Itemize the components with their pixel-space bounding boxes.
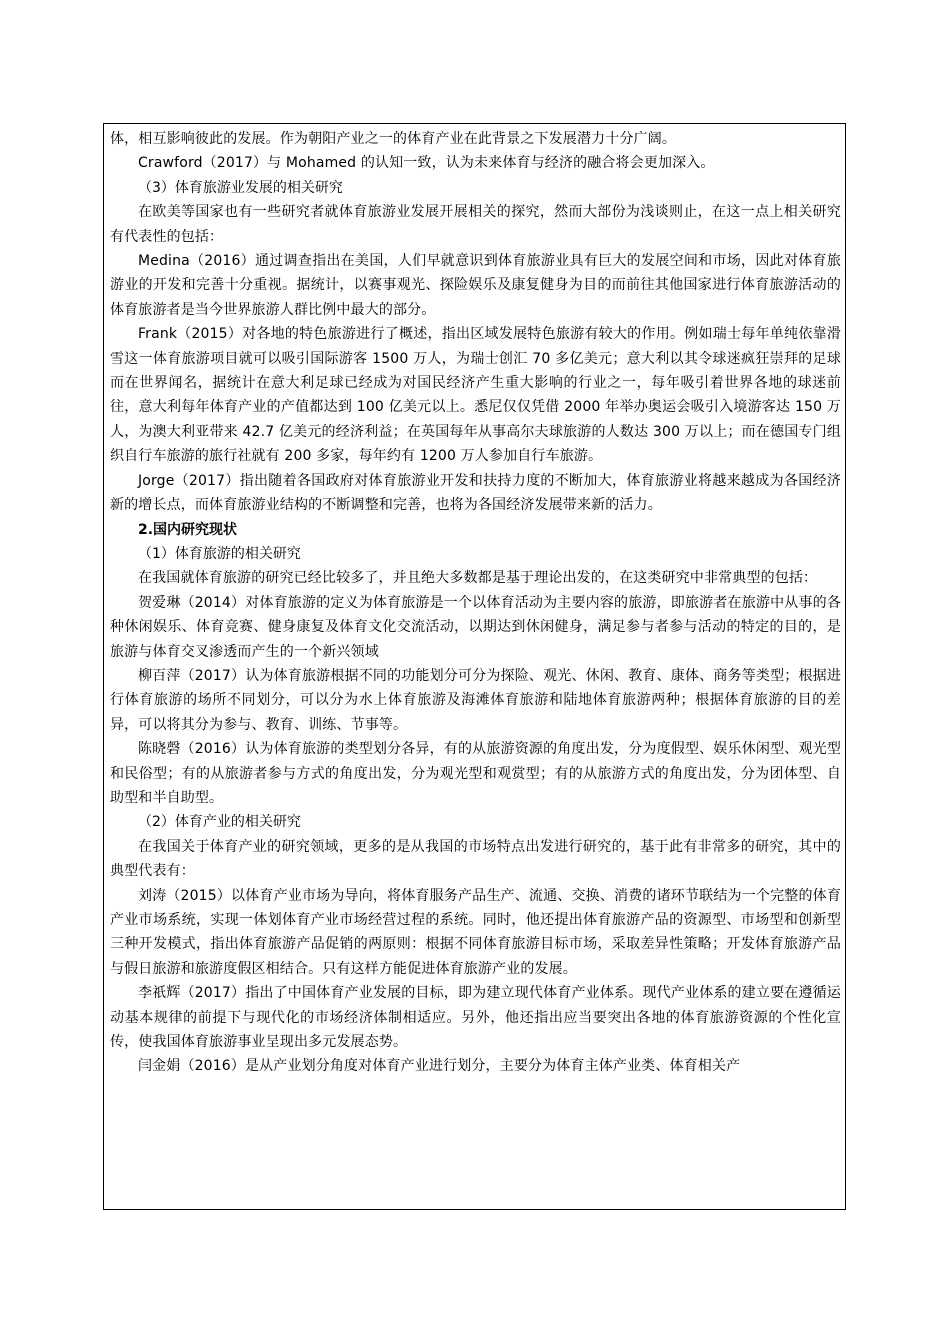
subsection-title: （3）体育旅游业发展的相关研究	[138, 179, 343, 196]
paragraph: 闫金娟（2016）是从产业划分角度对体育产业进行划分，主要分为体育主体产业类、体育相关产	[138, 1058, 741, 1075]
subsection-title: （1）体育旅游的相关研究	[138, 545, 301, 562]
paragraph: 柳百萍（2017）认为体育旅游根据不同的功能划分可分为探险、观光、休闲、教育、康体、商务等类型；根据进行体育旅游的场所不同划分，可以分为水上体育旅游及海滩体育旅游和陆地体育旅游两种；根据体育旅游的目的差异，可以将其分为参与、教育、训练、节事等。	[110, 667, 841, 733]
document-text-frame	[103, 123, 846, 1210]
paragraph: 在欧美等国家也有一些研究者就体育旅游业发展开展相关的探究，然而大部份为浅谈则止，在这一点上相关研究有代表性的包括：	[110, 204, 841, 245]
paragraph: Medina（2016）通过调查指出在美国，人们早就意识到体育旅游业具有巨大的发展空间和市场，因此对体育旅游业的开发和完善十分重视。据统计，以赛事观光、探险娱乐及康复健身为目的而前往其他国家进行体育旅游活动的体育旅游者是当今世界旅游人群比例中最大的部分。	[110, 253, 841, 318]
paragraph: 刘涛（2015）以体育产业市场为导向，将体育服务产品生产、流通、交换、消费的诸环节联结为一个完整的体育产业市场系统，实现一体划体育产业市场经营过程的系统。同时，他还提出体育旅游产品的资源型、市场型和创新型三种开发模式，指出体育旅游产品促销的两原则：根据不同体育旅游目标市场，采取差异性策略；开发体育旅游产品与假日旅游和旅游度假区相结合。只有这样方能促进体育旅游产业的发展。	[110, 887, 841, 977]
paragraph: 陈晓磬（2016）认为体育旅游的类型划分各异，有的从旅游资源的角度出发，分为度假型、娱乐休闲型、观光型和民俗型；有的从旅游者参与方式的角度出发，分为观光型和观赏型；有的从旅游方式的角度出发，分为团体型、自助型和半自助型。	[110, 741, 841, 806]
paragraph: 在我国就体育旅游的研究已经比较多了，并且绝大多数都是基于理论出发的，在这类研究中非常典型的包括：	[138, 570, 818, 587]
paragraph: 李祇辉（2017）指出了中国体育产业发展的目标，即为建立现代体育产业体系。现代产业体系的建立要在遵循运动基本规律的前提下与现代化的市场经济体制相适应。另外，他还指出应当要突出各地的体育旅游资源的个性化宣传，使我国体育旅游事业呈现出多元发展态势。	[110, 985, 841, 1051]
subsection-title: （2）体育产业的相关研究	[138, 814, 301, 831]
paragraph: 体，相互影响彼此的发展。作为朝阳产业之一的体育产业在此背景之下发展潜力十分广阔。	[110, 131, 676, 147]
paragraph: 贺爱琳（2014）对体育旅游的定义为体育旅游是一个以体育活动为主要内容的旅游，即旅游者在旅游中从事的各种休闲娱乐、体育竞赛、健身康复及体育文化交流活动，以期达到休闲健身，满足参与者参与活动的特定的目的，是旅游与体育交叉渗透而产生的一个新兴领域	[110, 594, 841, 660]
paragraph: Jorge（2017）指出随着各国政府对体育旅游业开发和扶持力度的不断加大，体育旅游业将越来越成为各国经济新的增长点，而体育旅游业结构的不断调整和完善，也将为各国经济发展带来新的活力。	[110, 472, 841, 514]
paragraph: 在我国关于体育产业的研究领域，更多的是从我国的市场特点出发进行研究的，基于此有非常多的研究，其中的典型代表有：	[110, 838, 841, 880]
section-heading: 2.国内研究现状	[138, 521, 238, 538]
paragraph: Crawford（2017）与 Mohamed 的认知一致，认为未来体育与经济的融合将会更加深入。	[138, 155, 715, 172]
paragraph: Frank（2015）对各地的特色旅游进行了概述，指出区域发展特色旅游有较大的作用。例如瑞士每年单纯依靠滑雪这一体育旅游项目就可以吸引国际游客 1500 万人，为瑞士创汇 70 多亿美元；意大利以其令球迷疯狂崇拜的足球而在世界闻名，据统计在意大利足球已经成为对国民经济产生重大影响的行业之一，每年吸引着世界各地的球迷前往，意大利每年体育产业的产值都达到 100 亿美元以上。悉尼仅仅凭借 2000 年举办奥运会吸引入境游客达 150 万人，为澳大利亚带来 42.7 亿美元的经济利益；在英国每年从事高尔夫球旅游的人数达 300 万以上；而在德国专门组织自行车旅游的旅行社就有 200 多家，每年约有 1200 万人参加自行车旅游。	[110, 326, 841, 465]
